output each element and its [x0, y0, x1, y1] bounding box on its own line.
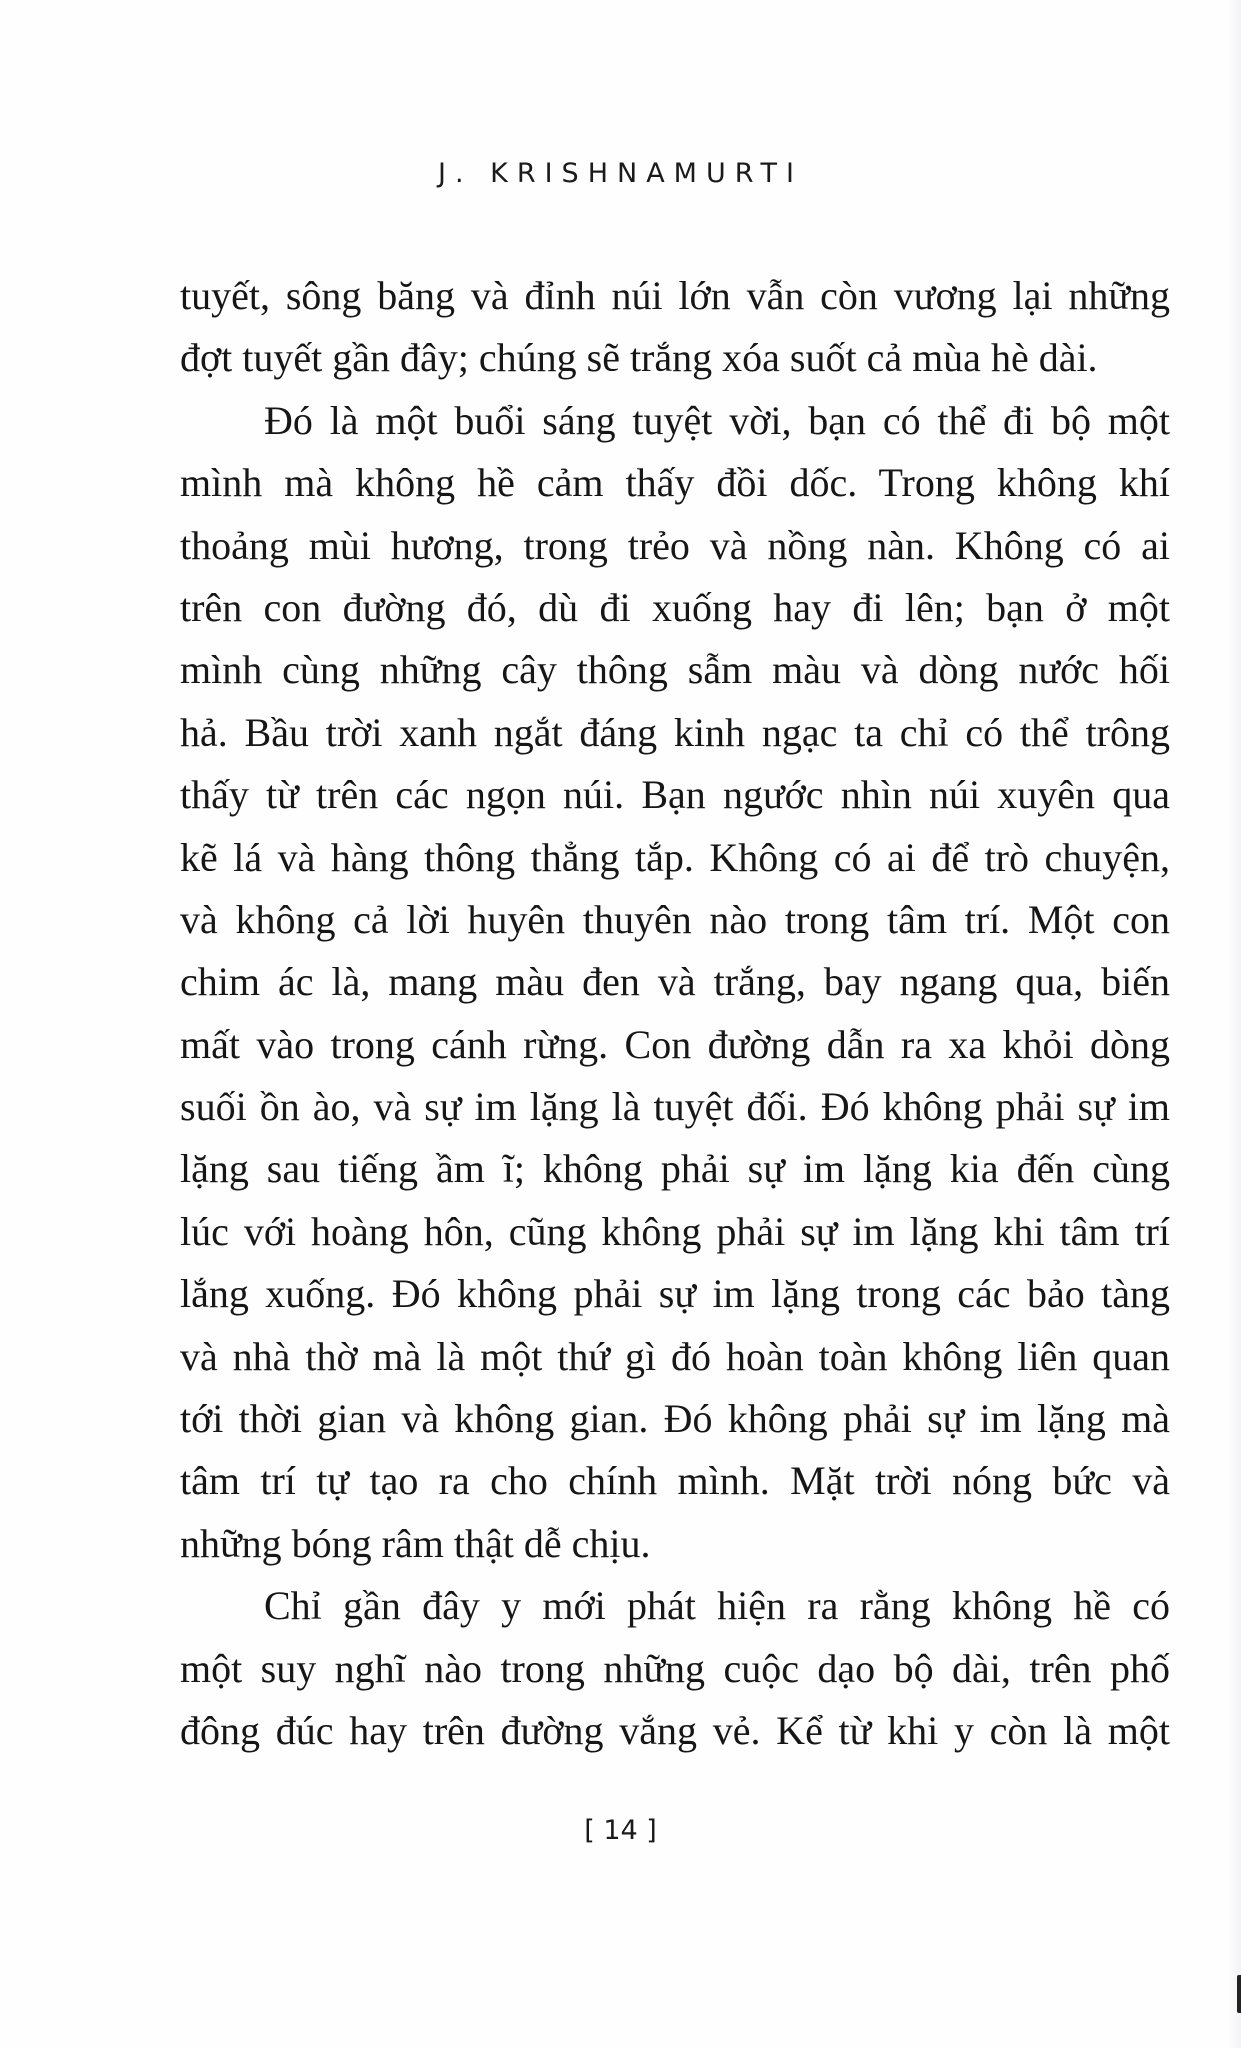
text-line: kẽ lá và hàng thông thẳng tắp. Không có ai để trò chuyện,: [180, 834, 1170, 880]
text-line: đông đúc hay trên đường vắng vẻ. Kể từ khi y còn là một: [180, 1707, 1170, 1753]
text-line: một suy nghĩ nào trong những cuộc dạo bộ dài, trên phố: [180, 1645, 1170, 1691]
text-line: lặng sau tiếng ầm ĩ; không phải sự im lặng kia đến cùng: [180, 1146, 1170, 1192]
text-line: thoảng mùi hương, trong trẻo và nồng nàn. Không có ai: [180, 522, 1170, 568]
text-line: đợt tuyết gần đây; chúng sẽ trắng xóa suốt cả mùa hè dài.: [180, 335, 1098, 381]
text-line: những bóng râm thật dễ chịu.: [180, 1520, 651, 1566]
text-line: hả. Bầu trời xanh ngắt đáng kinh ngạc ta chỉ có thể trông: [180, 709, 1170, 755]
text-line: Đó là một buổi sáng tuyệt vời, bạn có thể đi bộ một: [264, 397, 1170, 443]
text-line: lúc với hoàng hôn, cũng không phải sự im lặng khi tâm trí: [180, 1208, 1170, 1254]
text-line: Chỉ gần đây y mới phát hiện ra rằng không hề có: [264, 1583, 1170, 1629]
text-line: suối ồn ào, và sự im lặng là tuyệt đối. Đó không phải sự im: [180, 1084, 1170, 1130]
text-line: mình mà không hề cảm thấy đồi dốc. Trong không khí: [180, 460, 1170, 506]
page-number: [ 14 ]: [584, 1815, 657, 1846]
text-line: mình cùng những cây thông sẫm màu và dòng nước hối: [180, 647, 1170, 693]
page-edge-mark: [1237, 1975, 1241, 2013]
text-line: và không cả lời huyên thuyên nào trong tâm trí. Một con: [180, 896, 1170, 942]
running-header-author: J. KRISHNAMURTI: [438, 158, 803, 189]
text-line: thấy từ trên các ngọn núi. Bạn ngước nhìn núi xuyên qua: [180, 772, 1170, 818]
text-line: mất vào trong cánh rừng. Con đường dẫn ra xa khỏi dòng: [180, 1021, 1170, 1067]
text-line: và nhà thờ mà là một thứ gì đó hoàn toàn không liên quan: [180, 1333, 1170, 1379]
text-line: chim ác là, mang màu đen và trắng, bay ngang qua, biến: [180, 959, 1170, 1005]
text-line: tới thời gian và không gian. Đó không phải sự im lặng mà: [180, 1396, 1170, 1442]
body-text: [180, 265, 1170, 1762]
text-line: tuyết, sông băng và đỉnh núi lớn vẫn còn vương lại những: [180, 273, 1170, 318]
text-line: tâm trí tự tạo ra cho chính mình. Mặt trời nóng bức và: [180, 1458, 1170, 1504]
text-line: lắng xuống. Đó không phải sự im lặng trong các bảo tàng: [180, 1271, 1170, 1317]
text-line: trên con đường đó, dù đi xuống hay đi lên; bạn ở một: [180, 584, 1170, 630]
page-edge-shadow: [1227, 0, 1241, 2048]
